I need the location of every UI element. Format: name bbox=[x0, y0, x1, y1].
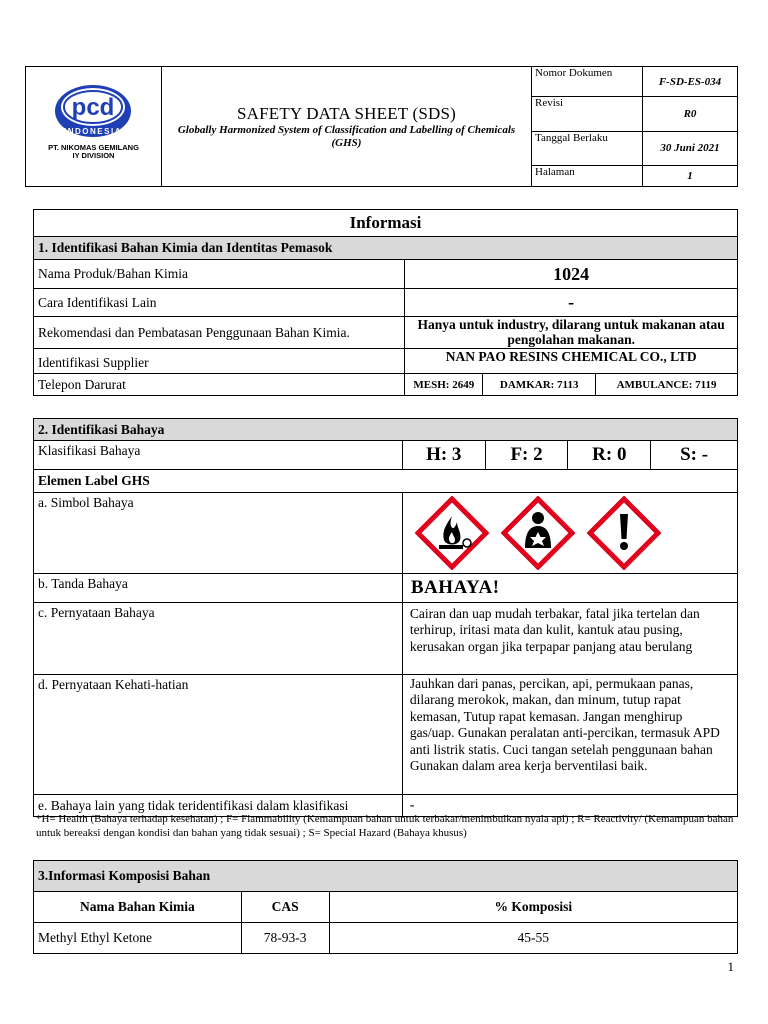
document-title: SAFETY DATA SHEET (SDS) bbox=[236, 103, 457, 123]
title-cell bbox=[162, 67, 532, 187]
meta-value-doc-number: F-SD-ES-034 bbox=[643, 67, 738, 97]
hazard-footnote: *H= Health (Bahaya terhadap kesehatan) ; F= Flammability (Kemampuan bahan untuk terbakar/menimbulkan nyala api) ; R= Reactivity/ (Kemampuan bahan untuk bereaksi dengan kondisi dan bahan yang tidak sesuai) ; S= Special Hazard (Bahaya khusus) bbox=[36, 813, 734, 839]
table-row bbox=[34, 923, 738, 954]
column-chemical-name: Nama Bahan Kimia bbox=[34, 892, 242, 923]
recommendation-value: Hanya untuk industry, dilarang untuk makanan atau pengolahan makanan. bbox=[405, 317, 738, 349]
product-name-value: 1024 bbox=[405, 260, 738, 289]
meta-value-page: 1 bbox=[643, 165, 738, 186]
exclamation-icon bbox=[587, 496, 661, 570]
composition-cell: 45-55 bbox=[329, 923, 737, 954]
company-name: PT. NIKOMAS GEMILANG bbox=[48, 143, 139, 152]
hazard-statement-value: Cairan dan uap mudah terbakar, fatal jika tertelan dan terhirup, iritasi mata dan kulit, kantuk atau pusing, kerusakan organ jika terpapar panjang atau berulang bbox=[402, 603, 737, 675]
other-hazard-value: - bbox=[402, 795, 737, 817]
page-number: 1 bbox=[727, 959, 734, 974]
flame-icon bbox=[415, 496, 489, 570]
signal-word-value: BAHAYA! bbox=[402, 574, 737, 603]
pcd-logo-icon bbox=[26, 67, 161, 186]
hazard-statement-label: c. Pernyataan Bahaya bbox=[34, 603, 403, 675]
meta-label-effective-date: Tanggal Berlaku bbox=[532, 131, 643, 165]
meta-value-revision: R0 bbox=[643, 97, 738, 131]
section-2-title: 2. Identifikasi Bahaya bbox=[34, 419, 738, 441]
product-name-label: Nama Produk/Bahan Kimia bbox=[34, 260, 405, 289]
cas-cell: 78-93-3 bbox=[241, 923, 329, 954]
other-id-value: - bbox=[405, 289, 738, 317]
classification-label: Klasifikasi Bahaya bbox=[34, 441, 403, 470]
meta-label-page: Halaman bbox=[532, 165, 643, 186]
meta-value-effective-date: 30 Juni 2021 bbox=[643, 131, 738, 165]
recommendation-label: Rekomendasi dan Pembatasan Penggunaan Bahan Kimia. bbox=[34, 317, 405, 349]
symbol-label: a. Simbol Bahaya bbox=[34, 493, 403, 574]
logo-ring-text: INDONESIA bbox=[64, 127, 122, 136]
emergency-damkar: DAMKAR: 7113 bbox=[483, 374, 596, 396]
signal-word-label: b. Tanda Bahaya bbox=[34, 574, 403, 603]
company-logo-cell bbox=[26, 67, 162, 187]
ghs-label-heading: Elemen Label GHS bbox=[34, 470, 738, 493]
health-hazard-icon bbox=[501, 496, 575, 570]
section-3-title: 3.Informasi Komposisi Bahan bbox=[34, 861, 738, 892]
document-header bbox=[25, 66, 738, 187]
rating-health: H: 3 bbox=[402, 441, 485, 470]
emergency-ambulance: AMBULANCE: 7119 bbox=[596, 374, 738, 396]
supplier-value: NAN PAO RESINS CHEMICAL CO., LTD bbox=[405, 349, 738, 374]
rating-special: S: - bbox=[651, 441, 738, 470]
section-3-table bbox=[33, 860, 738, 954]
section-1-title: 1. Identifikasi Bahan Kimia dan Identitas Pemasok bbox=[34, 237, 738, 260]
meta-label-revision: Revisi bbox=[532, 97, 643, 131]
info-heading: Informasi bbox=[34, 210, 738, 237]
column-composition: % Komposisi bbox=[329, 892, 737, 923]
precaution-label: d. Pernyataan Kehati-hatian bbox=[34, 675, 403, 795]
column-cas: CAS bbox=[241, 892, 329, 923]
document-subtitle: Globally Harmonized System of Classification and Labelling of Chemicals (GHS) bbox=[177, 123, 516, 149]
section-1-table bbox=[33, 209, 738, 396]
pictogram-cell bbox=[402, 493, 737, 574]
other-id-label: Cara Identifikasi Lain bbox=[34, 289, 405, 317]
precaution-value: Jauhkan dari panas, percikan, api, permukaan panas, dilarang merokok, makan, dan minum, tutup rapat kemasan, Tutup rapat kemasan. Jangan menghirup gas/uap. Gunakan peralatan anti-percikan, termasuk APD anti listrik statis. Cuci tangan setelah penggunaan bahan Gunakan dalam area kerja berventilasi baik. bbox=[402, 675, 737, 795]
rating-reactivity: R: 0 bbox=[568, 441, 651, 470]
section-2-table bbox=[33, 418, 738, 817]
supplier-label: Identifikasi Supplier bbox=[34, 349, 405, 374]
chemical-name-cell: Methyl Ethyl Ketone bbox=[34, 923, 242, 954]
other-hazard-label: e. Bahaya lain yang tidak teridentifikasi dalam klasifikasi bbox=[34, 795, 403, 817]
meta-label-doc-number: Nomor Dokumen bbox=[532, 67, 643, 97]
emergency-phone-label: Telepon Darurat bbox=[34, 374, 405, 396]
logo-text: pcd bbox=[71, 94, 115, 121]
emergency-mesh: MESH: 2649 bbox=[405, 374, 483, 396]
rating-flammability: F: 2 bbox=[485, 441, 568, 470]
company-division: IY DIVISION bbox=[72, 151, 115, 161]
